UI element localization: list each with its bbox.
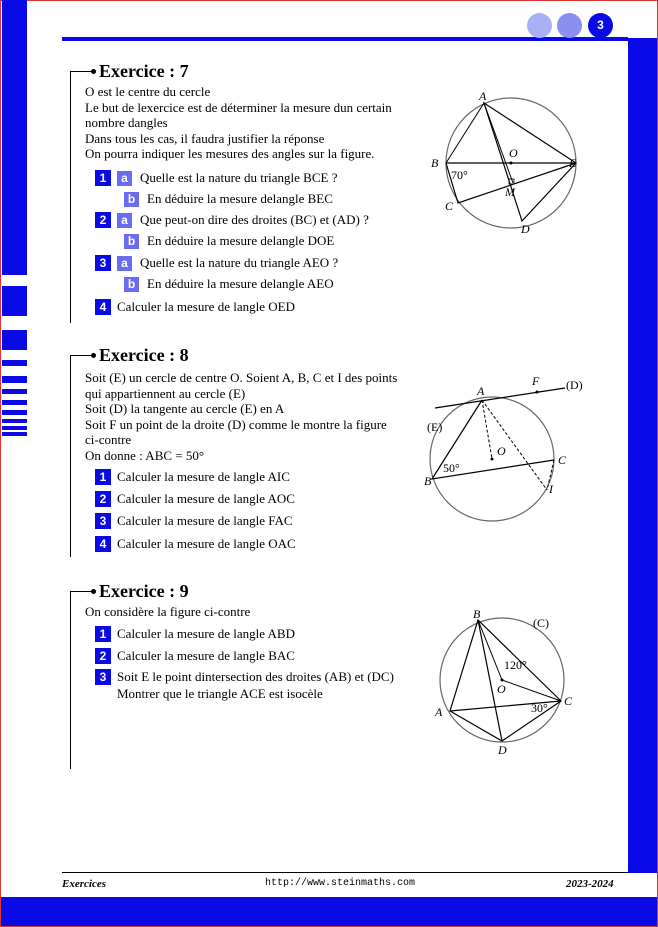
question-3a: 3 a Quelle est la nature du triangle AEO ?	[95, 255, 338, 271]
statement-line: nombre dangles	[85, 115, 168, 130]
left-margin-block	[2, 286, 27, 316]
left-margin-stripe	[2, 426, 27, 430]
svg-text:O: O	[497, 444, 506, 458]
svg-text:A: A	[477, 384, 485, 398]
left-margin-stripe	[2, 360, 27, 366]
exercise-rule	[70, 591, 71, 769]
question-2: 2 Calculer la mesure de langle BAC	[95, 648, 295, 664]
exercise-8-heading	[70, 345, 189, 366]
svg-text:C: C	[445, 199, 454, 213]
statement-line: Le but de lexercice est de déterminer la mesure dun certain	[85, 99, 392, 115]
left-margin-stripe	[2, 376, 27, 383]
question-1: 1 Calculer la mesure de langle AIC	[95, 469, 290, 485]
statement-line: Dans tous les cas, il faudra justifier la réponse	[85, 130, 325, 146]
statement-line: On pourra indiquer les mesures des angles sur la figure.	[85, 146, 375, 161]
question-2a: 2 a Que peut-on dire des droites (BC) et (AD) ?	[95, 212, 369, 228]
left-margin-stripe	[2, 400, 27, 405]
svg-text:A: A	[479, 89, 487, 103]
exercise-8-figure	[425, 372, 615, 527]
question-2b: b En déduire la mesure delangle DOE	[124, 233, 334, 249]
question-4: 4 Calculer la mesure de langle OED	[95, 299, 295, 315]
exercise-7-statement	[85, 84, 415, 162]
statement-line: O est le centre du cercle	[85, 84, 211, 99]
svg-text:D: D	[521, 222, 530, 236]
footer-left: Exercices	[62, 878, 106, 890]
page-number: 3	[588, 13, 613, 38]
svg-text:F: F	[532, 374, 540, 388]
header-rule	[62, 37, 628, 41]
statement-line: qui appartiennent au cercle (E)	[85, 385, 246, 401]
exercise-rule	[70, 355, 71, 557]
svg-text:O: O	[497, 682, 506, 696]
svg-text:120°: 120°	[504, 658, 527, 672]
question-4: 4 Calculer la mesure de langle OAC	[95, 536, 296, 552]
exercise-title: Exercice : 9	[99, 581, 189, 601]
svg-text:I: I	[549, 482, 553, 496]
statement-line: Soit (D) la tangente au cercle (E) en A	[85, 401, 285, 416]
question-1b: b En déduire la mesure delangle BEC	[124, 191, 333, 207]
exercise-9-statement	[85, 604, 415, 620]
svg-text:30°: 30°	[531, 701, 548, 715]
svg-text:(C): (C)	[533, 616, 549, 630]
question-3-continuation: Montrer que le triangle ACE est isocèle	[117, 686, 323, 701]
svg-text:(D): (D)	[566, 378, 583, 392]
statement-line: On donne : ABC = 50°	[85, 447, 205, 463]
svg-text:D: D	[498, 743, 507, 757]
question-2: 2 Calculer la mesure de langle AOC	[95, 491, 295, 507]
left-margin-stripe	[2, 432, 27, 436]
svg-text:C: C	[564, 694, 573, 708]
footer-right: 2023-2024	[566, 878, 614, 890]
svg-text:E: E	[569, 156, 577, 170]
exercise-rule	[70, 71, 71, 323]
question-3: 3 Soit E le point dintersection des droites (AB) et (DC)	[95, 669, 394, 685]
left-margin-stripe	[2, 410, 27, 415]
exercise-title: Exercice : 7	[99, 61, 189, 81]
exercise-9-heading	[70, 581, 189, 602]
statement-line: Soit (E) un cercle de centre O. Soient A, B, C et I des points	[85, 370, 398, 385]
left-margin-bar	[2, 0, 27, 275]
footer-url[interactable]: http://www.steinmaths.com	[265, 878, 416, 889]
exercise-7-heading	[70, 61, 189, 82]
svg-text:(E): (E)	[427, 420, 443, 434]
right-margin-bar	[628, 38, 657, 873]
exercise-7-figure	[425, 88, 585, 238]
svg-text:B: B	[473, 607, 481, 621]
footer-rule	[62, 872, 628, 873]
svg-text:A: A	[435, 705, 443, 719]
question-1a: 1 a Quelle est la nature du triangle BCE ?	[95, 170, 337, 186]
svg-text:50°: 50°	[443, 461, 460, 475]
question-1: 1 Calculer la mesure de langle ABD	[95, 626, 295, 642]
svg-text:M: M	[505, 185, 515, 199]
decor-circle-light	[527, 13, 552, 38]
exercise-8-statement	[85, 370, 415, 463]
svg-text:B: B	[424, 474, 432, 488]
statement-line: ci-contre	[85, 432, 132, 447]
bottom-bar	[1, 897, 657, 926]
svg-text:C: C	[558, 453, 567, 467]
statement-line: Soit F un point de la droite (D) comme le montre la figure	[85, 416, 387, 432]
left-margin-block	[2, 330, 27, 350]
question-3: 3 Calculer la mesure de langle FAC	[95, 513, 293, 529]
statement-line: On considère la figure ci-contre	[85, 604, 251, 619]
svg-text:O: O	[509, 146, 518, 160]
svg-text:70°: 70°	[451, 168, 468, 182]
exercise-title: Exercice : 8	[99, 345, 189, 365]
question-3b: b En déduire la mesure delangle AEO	[124, 276, 334, 292]
left-margin-stripe	[2, 419, 27, 423]
decor-circle-mid	[557, 13, 582, 38]
left-margin-stripe	[2, 389, 27, 394]
svg-text:B: B	[431, 156, 439, 170]
exercise-9-figure	[430, 607, 580, 760]
